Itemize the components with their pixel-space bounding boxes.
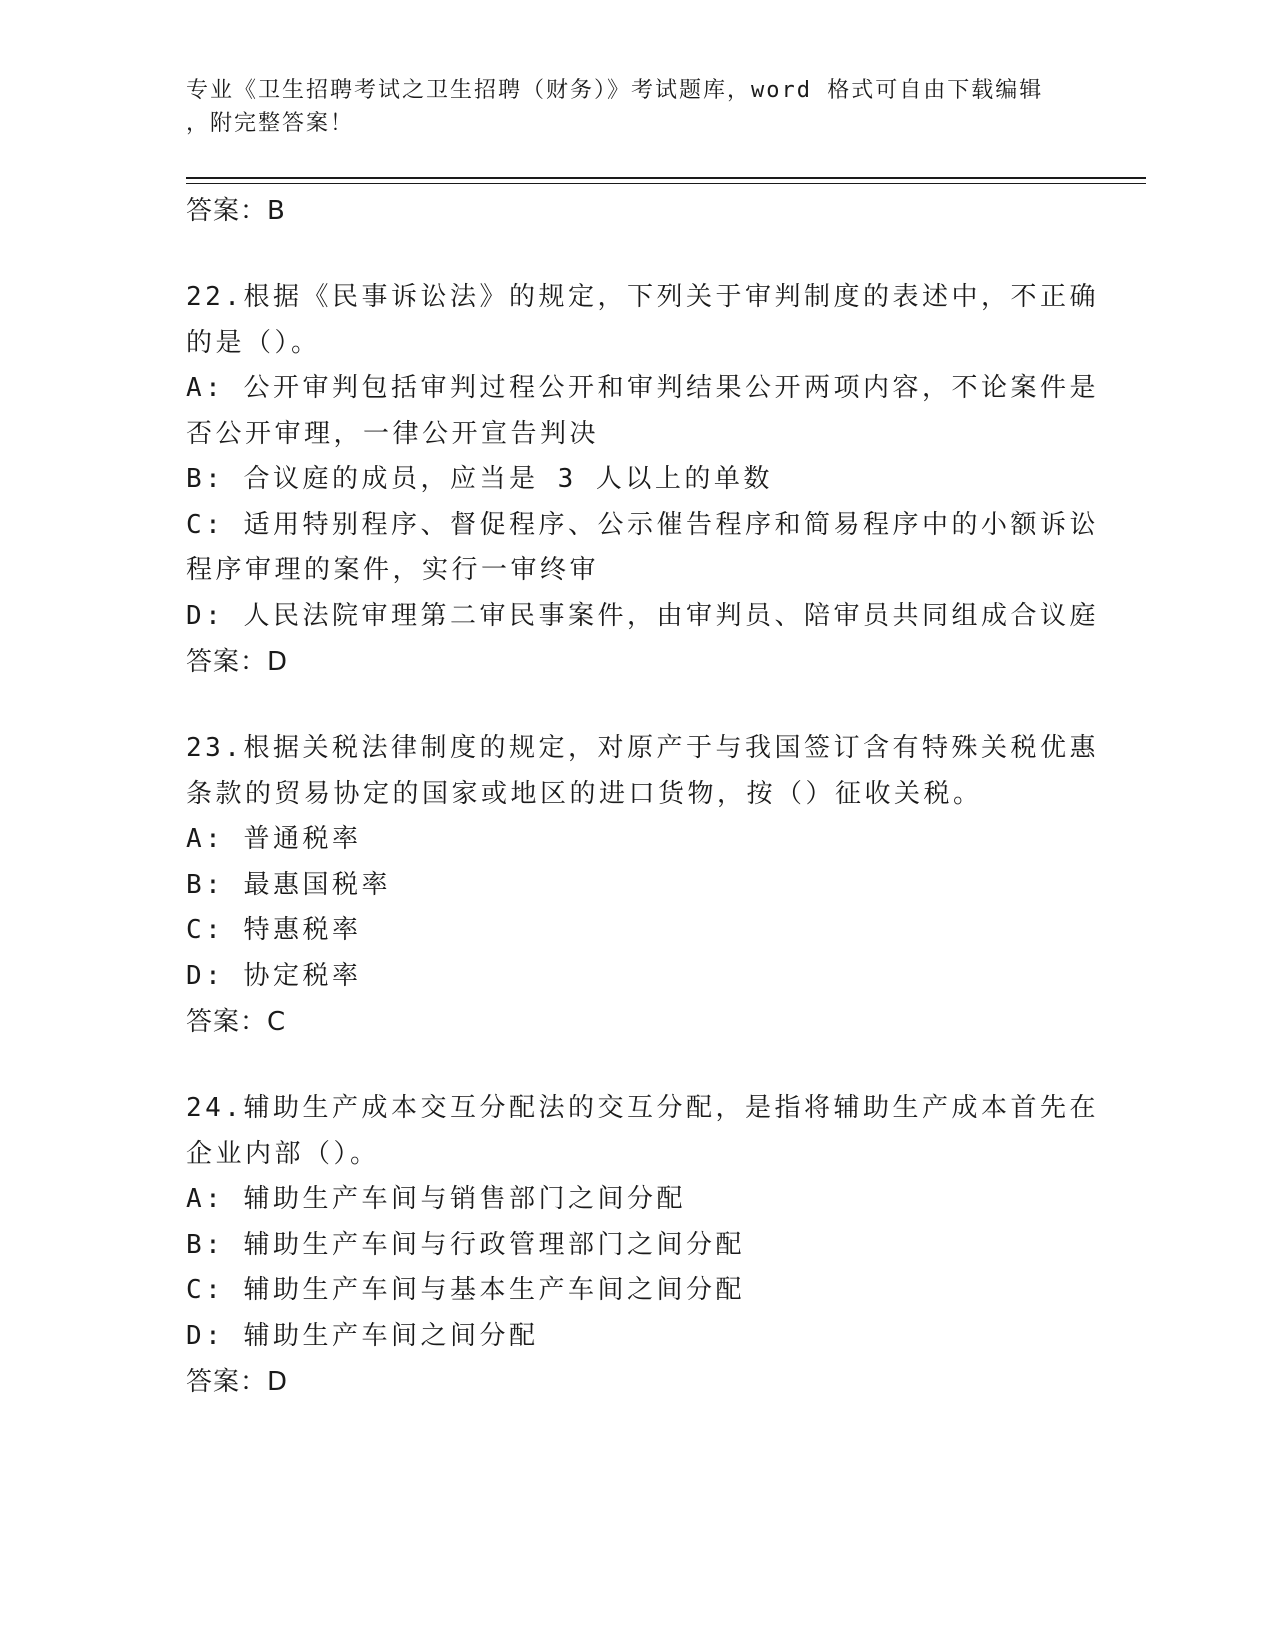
question-block	[186, 275, 1099, 685]
option-d-line: D: 人民法院审理第二审民事案件，由审判员、陪审员共同组成合议庭	[186, 600, 1099, 631]
question-stem-line: 24.辅助生产成本交互分配法的交互分配，是指将辅助生产成本首先在	[186, 1093, 1099, 1123]
spacer	[186, 234, 1086, 275]
answer-value: D	[267, 1367, 289, 1397]
answer-line	[186, 639, 1086, 685]
question-stem-line: 22.根据《民事诉讼法》的规定，下列关于审判制度的表述中，不正确	[186, 282, 1099, 312]
option-c-line: C: 特惠税率	[186, 915, 362, 945]
spacer	[186, 685, 1086, 726]
answer-label: 答案：	[186, 647, 268, 677]
question-block	[186, 1086, 1099, 1405]
option-a-line: A: 公开审判包括审判过程公开和审判结果公开两项内容，不论案件是	[186, 373, 1099, 403]
spacer	[186, 1045, 1086, 1086]
header-divider-thick	[186, 177, 1146, 179]
option-d-line: D: 辅助生产车间之间分配	[186, 1320, 539, 1351]
answer-line	[186, 999, 1086, 1045]
question-block	[186, 726, 1099, 1045]
answer-value: B	[267, 196, 286, 226]
option-a-line: A: 辅助生产车间与销售部门之间分配	[186, 1184, 686, 1214]
answer-label: 答案：	[186, 196, 268, 226]
question-stem-line: 的是（）。	[186, 327, 321, 358]
answer-label: 答案：	[186, 1007, 268, 1037]
option-a-line: 否公开审理，一律公开宣告判决	[186, 418, 600, 449]
header-line-2: ，附完整答案！	[186, 111, 355, 136]
answer-line	[186, 1359, 1086, 1405]
question-content	[186, 188, 1099, 1405]
option-b-line: B: 合议庭的成员，应当是 3 人以上的单数	[186, 464, 773, 494]
header-line-1: 专业《卫生招聘考试之卫生招聘（财务）》考试题库，word 格式可自由下载编辑	[186, 78, 1044, 103]
document-header	[186, 74, 1066, 140]
option-b-line: B: 辅助生产车间与行政管理部门之间分配	[186, 1229, 745, 1260]
question-stem-line: 企业内部（）。	[186, 1138, 380, 1169]
option-c-line: 程序审理的案件，实行一审终审	[186, 555, 600, 585]
answer-value: C	[267, 1007, 287, 1037]
answer-label: 答案：	[186, 1367, 268, 1397]
option-c-line: C: 适用特别程序、督促程序、公示催告程序和简易程序中的小额诉讼	[186, 509, 1099, 540]
option-d-line: D: 协定税率	[186, 960, 362, 991]
answer-line	[186, 188, 1086, 234]
option-a-line: A: 普通税率	[186, 824, 362, 854]
question-stem-line: 23.根据关税法律制度的规定，对原产于与我国签订含有特殊关税优惠	[186, 733, 1099, 763]
question-stem-line: 条款的贸易协定的国家或地区的进口货物，按（）征收关税。	[186, 778, 983, 809]
option-b-line: B: 最惠国税率	[186, 869, 391, 900]
header-divider-thin	[186, 183, 1146, 184]
answer-value: D	[267, 647, 289, 677]
option-c-line: C: 辅助生产车间与基本生产车间之间分配	[186, 1275, 745, 1305]
